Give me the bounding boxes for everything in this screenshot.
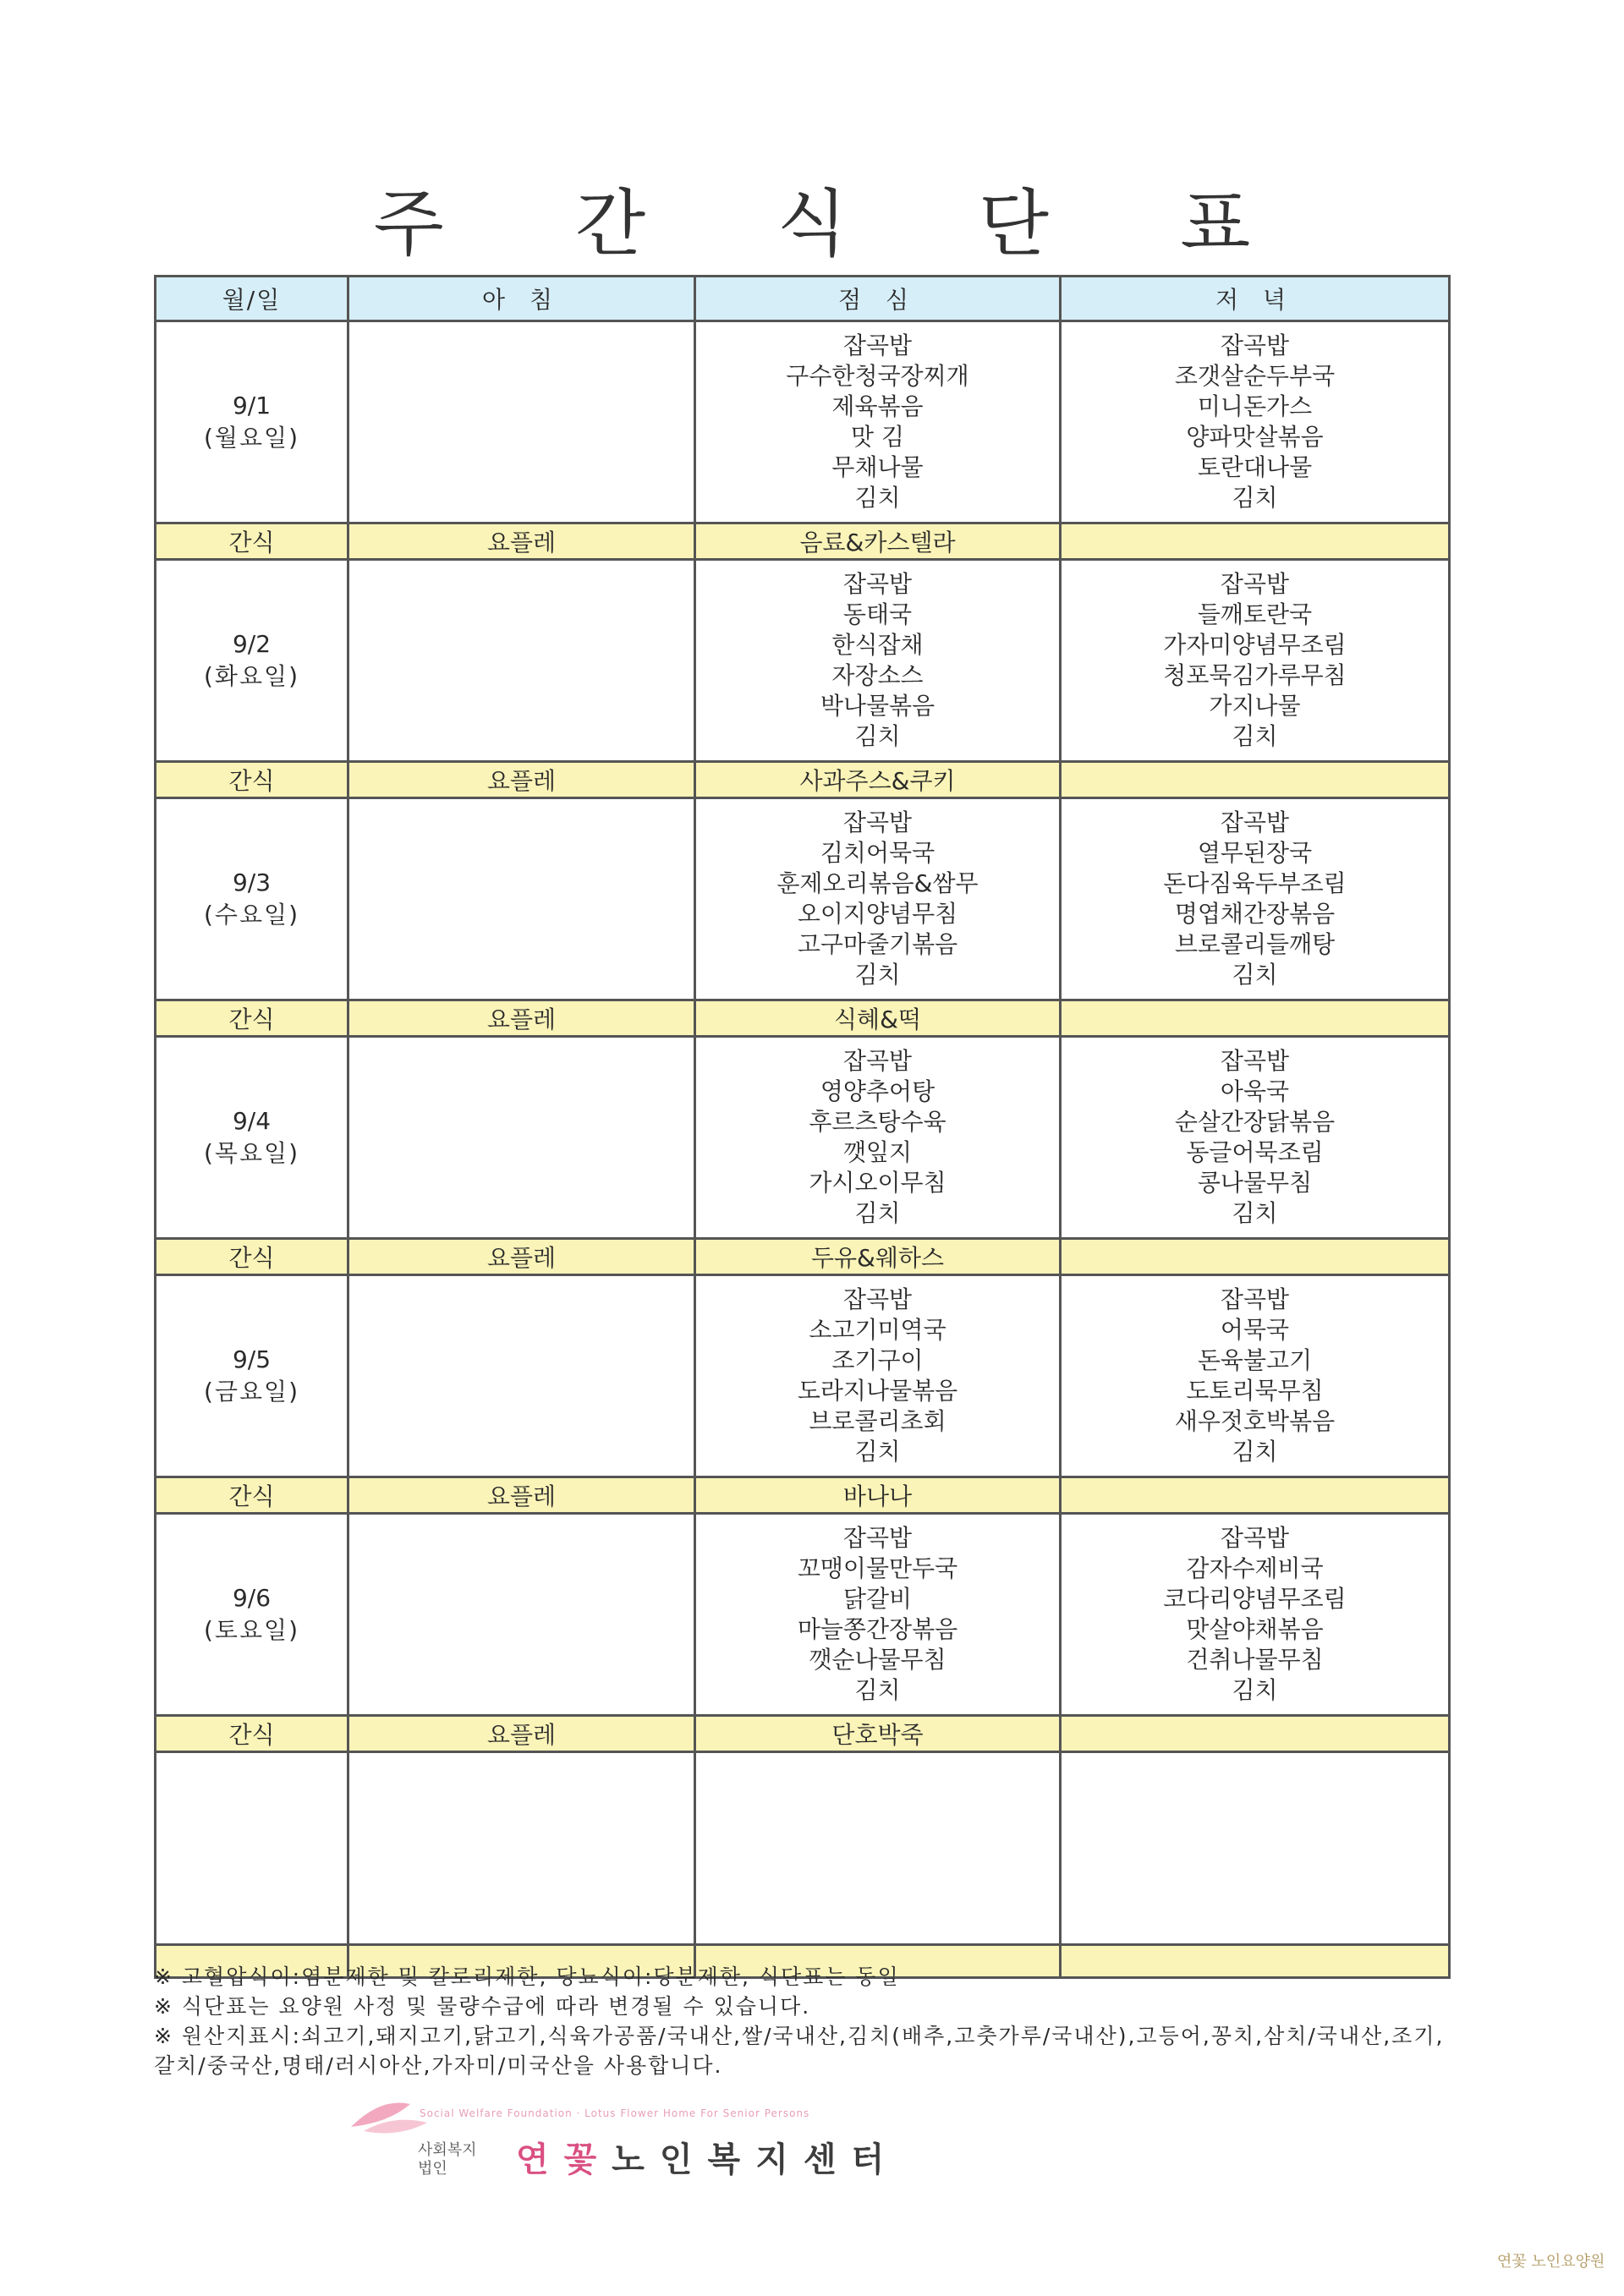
dish-item: 콩나물무침 xyxy=(1197,1169,1313,1197)
dish-item: 훈제오리볶음&쌈무 xyxy=(776,869,979,897)
snack-label: 간식 xyxy=(156,1239,348,1275)
dinner-cell xyxy=(1061,1037,1450,1239)
dish-item: 잡곡밥 xyxy=(1220,570,1290,598)
corner-watermark: 연꽃 노인요양원 xyxy=(1497,2253,1605,2271)
logo-name-rest: 노인복지센터 xyxy=(612,2140,900,2179)
note-line: ※ 고혈압식이:염분제한 및 칼로리제한, 당뇨식이:당분제한, 식단표는 동일 xyxy=(154,1964,900,1989)
dish-item: 제육볶음 xyxy=(831,392,924,420)
day-row xyxy=(156,1037,1450,1239)
snack-label: 간식 xyxy=(156,1477,348,1514)
dish-item: 양파맛살볶음 xyxy=(1186,423,1324,451)
snack-dinner xyxy=(1061,762,1450,798)
dish-item: 소고기미역국 xyxy=(809,1316,946,1344)
dinner-dishes xyxy=(1062,564,1448,757)
dinner-cell xyxy=(1061,321,1450,523)
dish-item: 잡곡밥 xyxy=(1220,808,1290,836)
day-of-week: (금요일) xyxy=(204,1378,299,1406)
blank-cell xyxy=(348,1752,695,1945)
page-title: 주 간 식 단 표 xyxy=(373,182,1305,266)
day-row xyxy=(156,798,1450,1000)
snack-lunch: 사과주스&쿠키 xyxy=(695,762,1061,798)
breakfast-cell xyxy=(348,321,695,523)
date-cell xyxy=(156,1037,348,1239)
day-row xyxy=(156,560,1450,762)
breakfast-cell xyxy=(348,1037,695,1239)
lunch-dishes xyxy=(696,1041,1059,1234)
snack-dinner xyxy=(1061,1000,1450,1037)
dish-item: 잡곡밥 xyxy=(1220,1524,1290,1552)
blank-cell xyxy=(156,1752,348,1945)
date-number: 9/6 xyxy=(232,1584,272,1612)
dish-item: 동태국 xyxy=(842,600,913,628)
dinner-cell xyxy=(1061,1275,1450,1477)
dish-item: 잡곡밥 xyxy=(842,1524,913,1552)
dish-item: 김치 xyxy=(854,722,901,750)
dish-item: 맛살야채볶음 xyxy=(1186,1615,1324,1643)
snack-lunch: 식혜&떡 xyxy=(695,1000,1061,1037)
snack-label: 간식 xyxy=(156,1716,348,1752)
dish-item: 김치 xyxy=(1232,1438,1278,1466)
date-cell xyxy=(156,560,348,762)
lunch-dishes xyxy=(696,803,1059,995)
dish-item: 고구마줄기볶음 xyxy=(797,930,958,958)
dish-item: 도토리묵무침 xyxy=(1186,1377,1324,1405)
dish-item: 열무된장국 xyxy=(1197,839,1313,867)
day-of-week: (화요일) xyxy=(204,662,299,690)
snack-lunch: 바나나 xyxy=(695,1477,1061,1514)
dish-item: 김치 xyxy=(854,1438,901,1466)
note-line: ※ 원산지표시:쇠고기,돼지고기,닭고기,식육가공품/국내산,쌀/국내산,김치(배추,고춧가루/국내산),고등어,꽁치,삼치/국내산,조기,갈치/중국산,명태/러시아산,가자미/미국산을 사용합니다. xyxy=(154,2024,1445,2078)
snack-dinner xyxy=(1061,1239,1450,1275)
dish-item: 가자미양념무조림 xyxy=(1163,631,1347,659)
dish-item: 깻잎지 xyxy=(842,1138,913,1166)
dinner-cell xyxy=(1061,1514,1450,1716)
snack-dinner xyxy=(1061,1716,1450,1752)
logo-tagline: Social Welfare Foundation · Lotus Flower Home For Senior Persons xyxy=(420,2107,810,2119)
lunch-cell xyxy=(695,1037,1061,1239)
dish-item: 김치 xyxy=(854,961,901,989)
dish-item: 김치 xyxy=(1232,484,1278,512)
dish-item: 도라지나물볶음 xyxy=(797,1377,958,1405)
dish-item: 김치 xyxy=(854,484,901,512)
date-cell xyxy=(156,321,348,523)
dish-item: 잡곡밥 xyxy=(1220,1285,1290,1313)
snack-lunch: 음료&카스텔라 xyxy=(695,523,1061,560)
dish-item: 순살간장닭볶음 xyxy=(1174,1108,1336,1136)
dish-item: 오이지양념무침 xyxy=(797,900,958,928)
dish-item: 조기구이 xyxy=(831,1346,924,1374)
dish-item: 건취나물무침 xyxy=(1186,1646,1324,1674)
date-number: 9/3 xyxy=(232,869,272,896)
breakfast-cell xyxy=(348,798,695,1000)
lunch-dishes xyxy=(696,326,1059,518)
dish-item: 들깨토란국 xyxy=(1197,600,1313,628)
dish-item: 잡곡밥 xyxy=(842,332,913,359)
dish-item: 돈육불고기 xyxy=(1197,1346,1313,1374)
logo-name-highlight: 연꽃 xyxy=(516,2140,612,2179)
breakfast-cell xyxy=(348,1514,695,1716)
dinner-dishes xyxy=(1062,1041,1448,1234)
dish-item: 잡곡밥 xyxy=(842,808,913,836)
day-of-week: (수요일) xyxy=(204,901,299,929)
snack-breakfast: 요플레 xyxy=(348,1716,695,1752)
dish-item: 브로콜리초회 xyxy=(809,1407,946,1435)
lunch-cell xyxy=(695,798,1061,1000)
lunch-cell xyxy=(695,1275,1061,1477)
breakfast-cell xyxy=(348,1275,695,1477)
breakfast-cell xyxy=(348,560,695,762)
header-lunch: 점 심 xyxy=(695,277,1061,321)
snack-lunch: 단호박죽 xyxy=(695,1716,1061,1752)
snack-row xyxy=(156,1716,1450,1752)
dinner-cell xyxy=(1061,798,1450,1000)
dish-item: 꼬맹이물만두국 xyxy=(797,1554,958,1582)
snack-dinner xyxy=(1061,523,1450,560)
notes xyxy=(154,1962,1457,2080)
dish-item: 감자수제비국 xyxy=(1186,1554,1324,1582)
dish-item: 김치 xyxy=(1232,1676,1278,1704)
dish-item: 무채나물 xyxy=(831,453,924,481)
dish-item: 가지나물 xyxy=(1209,692,1301,720)
dish-item: 영양추어탕 xyxy=(820,1077,935,1105)
dish-item: 돈다짐육두부조림 xyxy=(1163,869,1347,897)
dish-item: 잡곡밥 xyxy=(842,570,913,598)
dish-item: 잡곡밥 xyxy=(842,1285,913,1313)
dish-item: 마늘쫑간장볶음 xyxy=(797,1615,958,1643)
dinner-dishes xyxy=(1062,326,1448,518)
snack-label: 간식 xyxy=(156,523,348,560)
dish-item: 닭갈비 xyxy=(842,1585,913,1613)
date-cell xyxy=(156,798,348,1000)
snack-breakfast: 요플레 xyxy=(348,1477,695,1514)
logo-foundation-type: 사회복지법인 xyxy=(418,2141,477,2178)
organization-logo xyxy=(347,2089,1023,2190)
dish-item: 명엽채간장볶음 xyxy=(1174,900,1336,928)
snack-lunch: 두유&웨하스 xyxy=(695,1239,1061,1275)
header-dinner: 저 녁 xyxy=(1061,277,1450,321)
dish-item: 아욱국 xyxy=(1220,1077,1290,1105)
snack-row xyxy=(156,1477,1450,1514)
snack-row xyxy=(156,762,1450,798)
snack-row xyxy=(156,1239,1450,1275)
dish-item: 자장소스 xyxy=(831,661,924,689)
dish-item: 김치 xyxy=(854,1676,901,1704)
snack-breakfast: 요플레 xyxy=(348,523,695,560)
day-row xyxy=(156,1275,1450,1477)
lunch-dishes xyxy=(696,1280,1059,1472)
dish-item: 깻순나물무침 xyxy=(809,1646,946,1674)
dish-item: 한식잡채 xyxy=(831,631,924,659)
day-row xyxy=(156,1514,1450,1716)
dish-item: 조갯살순두부국 xyxy=(1174,362,1336,390)
date-cell xyxy=(156,1275,348,1477)
dish-item: 구수한청국장찌개 xyxy=(786,362,969,390)
date-cell xyxy=(156,1514,348,1716)
logo-name xyxy=(516,2133,899,2181)
day-of-week: (목요일) xyxy=(204,1139,299,1167)
blank-row xyxy=(156,1752,1450,1945)
dish-item: 코다리양념무조림 xyxy=(1163,1585,1347,1613)
lunch-cell xyxy=(695,321,1061,523)
day-of-week: (토요일) xyxy=(204,1616,299,1644)
table-header-row xyxy=(156,277,1450,321)
dish-item: 브로콜리들깨탕 xyxy=(1174,930,1336,958)
weekly-menu-table xyxy=(154,275,1451,1979)
snack-label: 간식 xyxy=(156,1000,348,1037)
dinner-dishes xyxy=(1062,1280,1448,1472)
snack-breakfast: 요플레 xyxy=(348,1239,695,1275)
snack-dinner xyxy=(1061,1477,1450,1514)
dish-item: 잡곡밥 xyxy=(842,1047,913,1075)
snack-label: 간식 xyxy=(156,762,348,798)
dish-item: 잡곡밥 xyxy=(1220,1047,1290,1075)
blank-cell xyxy=(1061,1752,1450,1945)
snack-row xyxy=(156,523,1450,560)
dish-item: 잡곡밥 xyxy=(1220,332,1290,359)
dish-item: 김치 xyxy=(1232,722,1278,750)
date-number: 9/2 xyxy=(232,630,272,658)
dish-item: 김치어묵국 xyxy=(820,839,935,867)
dish-item: 박나물볶음 xyxy=(820,692,935,720)
dinner-dishes xyxy=(1062,803,1448,995)
date-number: 9/5 xyxy=(232,1345,272,1373)
header-breakfast: 아 침 xyxy=(348,277,695,321)
note-line: ※ 식단표는 요양원 사정 및 물량수급에 따라 변경될 수 있습니다. xyxy=(154,1994,811,2019)
dish-item: 미니돈가스 xyxy=(1197,392,1313,420)
dish-item: 김치 xyxy=(854,1199,901,1227)
dish-item: 어묵국 xyxy=(1220,1316,1290,1344)
lunch-dishes xyxy=(696,1518,1059,1711)
day-of-week: (월요일) xyxy=(204,424,299,452)
dish-item: 김치 xyxy=(1232,1199,1278,1227)
snack-row xyxy=(156,1000,1450,1037)
lunch-cell xyxy=(695,1514,1061,1716)
blank-cell xyxy=(695,1752,1061,1945)
dish-item: 가시오이무침 xyxy=(809,1169,946,1197)
dish-item: 동글어묵조림 xyxy=(1186,1138,1324,1166)
lunch-dishes xyxy=(696,564,1059,757)
dish-item: 토란대나물 xyxy=(1197,453,1313,481)
dish-item: 맛 김 xyxy=(851,423,904,451)
date-number: 9/4 xyxy=(232,1107,272,1135)
header-date: 월/일 xyxy=(156,277,348,321)
lunch-cell xyxy=(695,560,1061,762)
day-row xyxy=(156,321,1450,523)
dinner-cell xyxy=(1061,560,1450,762)
dinner-dishes xyxy=(1062,1518,1448,1711)
snack-breakfast: 요플레 xyxy=(348,762,695,798)
menu-body xyxy=(156,321,1450,1978)
dish-item: 청포묵김가루무침 xyxy=(1163,661,1347,689)
dish-item: 김치 xyxy=(1232,961,1278,989)
dish-item: 새우젓호박볶음 xyxy=(1174,1407,1336,1435)
date-number: 9/1 xyxy=(232,392,272,419)
dish-item: 후르츠탕수육 xyxy=(809,1108,946,1136)
snack-breakfast: 요플레 xyxy=(348,1000,695,1037)
